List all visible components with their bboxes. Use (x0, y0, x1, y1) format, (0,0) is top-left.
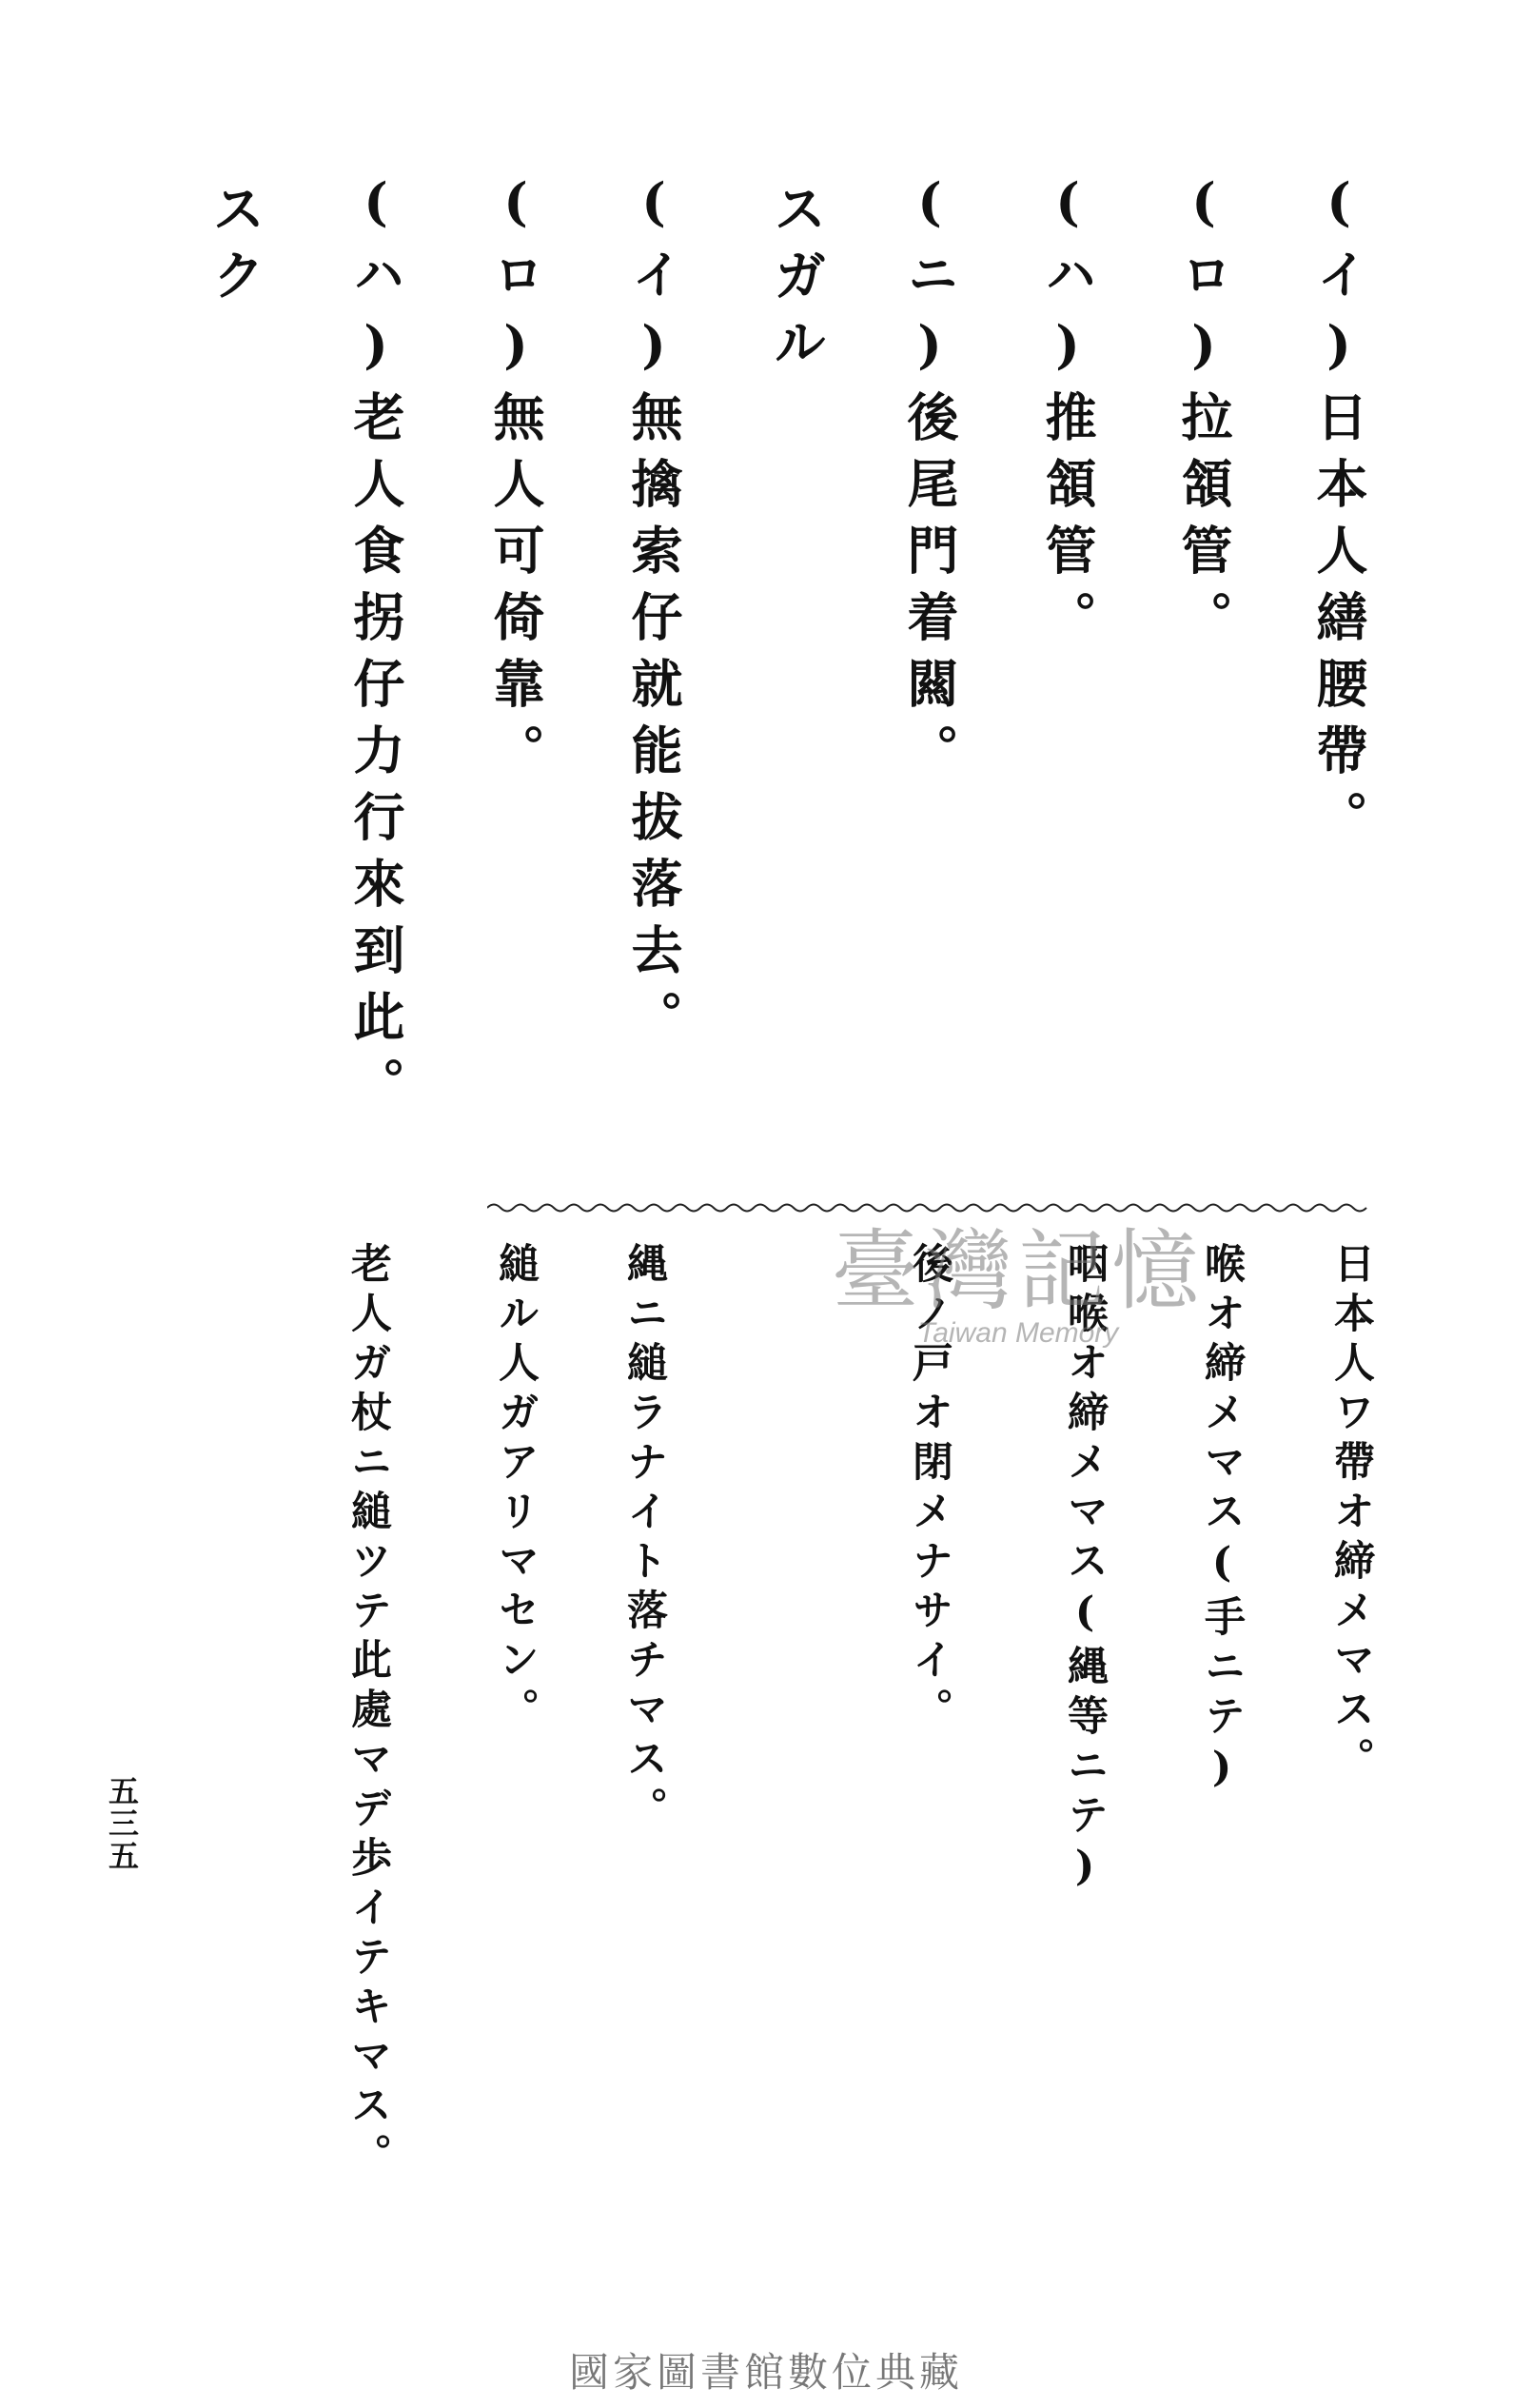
footer-credit: 國家圖書館數位典藏 (568, 2349, 963, 2396)
heading-suku: スク (204, 181, 265, 314)
translation-6: 縋ル人ガアリマセン。 (492, 1242, 540, 1737)
entry-5-sentence: (イ)無擒索仔就能拔落去。 (623, 171, 684, 1056)
watermark-english: Taiwan Memory (917, 1317, 1119, 1349)
translation-3: 咽喉オ締メマス(縄等ニテ) (1061, 1242, 1109, 1899)
entry-2-sentence: (ロ)拉頷管。 (1173, 171, 1234, 657)
translation-4: 後ノ戸オ閉メナサイ。 (906, 1242, 953, 1737)
entry-3-sentence: (ハ)推頷管。 (1037, 171, 1098, 657)
entry-4-sentence: (ニ)後尾門着闗。 (899, 171, 960, 790)
translation-2: 喉オ締メマス(手ニテ) (1198, 1242, 1246, 1800)
watermark-chinese: 臺灣記憶 (831, 1220, 1205, 1322)
entry-1-sentence: (イ)日本人繕腰帶。 (1308, 171, 1369, 857)
entry-6-sentence: (ロ)無人可倚靠。 (485, 171, 546, 790)
page-number: 五三五 (104, 1775, 140, 1872)
translation-1: 日本人ワ帶オ締メマス。 (1327, 1242, 1375, 1786)
translation-5: 縄ニ縋ラナイト落チマス。 (620, 1242, 668, 1836)
entry-7-sentence: (ハ)老人食拐仔力行來到此。 (345, 171, 406, 1123)
heading-sugaru: スガル (765, 181, 827, 381)
wavy-divider (487, 1201, 1372, 1214)
translation-7: 老人ガ杖ニ縋ツテ此處マデ歩イテキマス。 (344, 1242, 392, 2182)
